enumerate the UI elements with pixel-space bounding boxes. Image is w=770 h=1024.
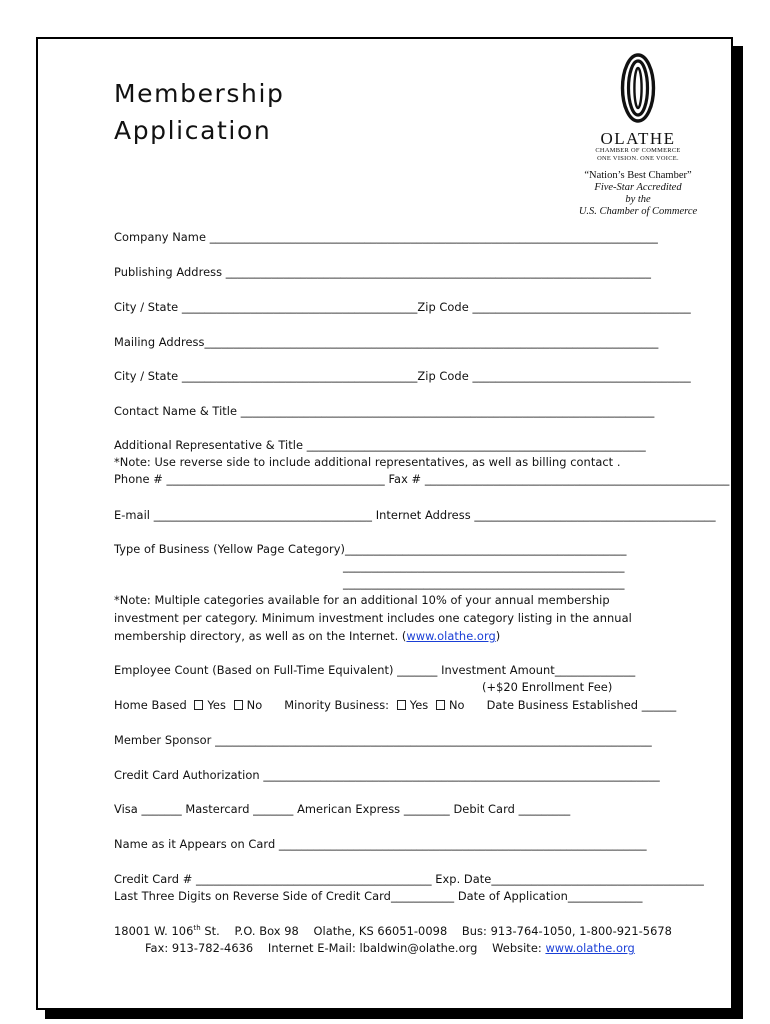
date-established-label: Date Business Established [486,698,639,712]
city-state-field-1[interactable]: _________________________________________ [181,300,418,314]
business-type-field-1[interactable]: _________________________________________________ [344,542,627,556]
visa-field[interactable]: _______ [141,802,182,816]
home-based-yes-label: Yes [207,698,226,712]
employee-count-label: Employee Count (Based on Full-Time Equivalent) [114,663,394,677]
business-type-row-3 [343,576,625,591]
cc-number-label: Credit Card # [114,872,193,886]
footer-contact [145,941,635,956]
home-minority-row [114,698,676,713]
footer-address-sup: th [193,924,201,932]
name-on-card-row [114,837,647,852]
card-types-row [114,802,570,817]
email-internet-row [114,508,716,523]
zip-code-label-2: Zip Code [417,369,469,383]
home-based-no-label: No [246,698,263,712]
footer-address [114,924,672,939]
mastercard-label: Mastercard [185,802,250,816]
city-state-field-2[interactable]: _________________________________________ [181,369,418,383]
member-sponsor-field[interactable]: ____________________________________________________________________________ [215,733,652,747]
amex-field[interactable]: ________ [403,802,450,816]
investment-amount-field[interactable]: ______________ [554,663,636,677]
exp-date-label: Exp. Date [435,872,492,886]
company-name-field[interactable]: ______________________________________________________________________________ [209,230,658,244]
zip-code-field-2[interactable]: ______________________________________ [472,369,691,383]
last-three-label: Last Three Digits on Reverse Side of Credit Card [114,889,391,903]
categories-note-line-2: investment per category. Minimum investment includes one category listing in the annual [114,611,632,625]
debit-field[interactable]: _________ [518,802,571,816]
additional-rep-note: *Note: Use reverse side to include additional representatives, as well as billing contact . [114,455,621,469]
olathe-wordmark: OLATHE [600,129,676,148]
amex-label: American Express [297,802,401,816]
mailing-address-row [114,335,658,350]
mailing-address-label: Mailing Address [114,335,205,349]
contact-name-field[interactable]: ________________________________________________________________________ [240,404,655,418]
footer-website-link[interactable]: www.olathe.org [545,941,635,955]
title-line-1: Membership [114,79,285,108]
city-state-row-1 [114,300,691,315]
date-of-application-field[interactable]: _____________ [567,889,643,903]
minority-no-checkbox[interactable] [436,700,445,710]
application-page [36,37,733,1010]
categories-note-line-3 [114,629,500,644]
city-state-row-2 [114,369,691,384]
city-state-label-1: City / State [114,300,179,314]
member-sponsor-label: Member Sponsor [114,733,212,747]
enrollment-fee-note: (+$20 Enrollment Fee) [482,680,613,694]
company-name-label: Company Name [114,230,207,244]
email-label: E-mail [114,508,151,522]
olathe-oval-mark-icon [620,52,656,124]
publishing-address-field[interactable]: __________________________________________________________________________ [225,265,651,279]
business-type-row-2 [343,559,625,574]
business-type-label: Type of Business (Yellow Page Category) [114,542,345,556]
internet-address-field[interactable]: __________________________________________ [474,508,716,522]
accolade-five-star: Five-Star Accredited [594,182,682,193]
phone-fax-row [114,472,729,487]
categories-note-line-3-close: ) [495,629,501,643]
accolade-nations-best: “Nation’s Best Chamber” [584,170,692,181]
home-based-label: Home Based [114,698,187,712]
name-on-card-label: Name as it Appears on Card [114,837,276,851]
cc-number-row [114,872,704,887]
categories-note-line-1: *Note: Multiple categories available for an additional 10% of your annual membership [114,593,610,607]
minority-yes-label: Yes [409,698,429,712]
logo-tagline-1: CHAMBER OF COMMERCE [595,147,681,154]
employee-count-field[interactable]: _______ [397,663,438,677]
footer-address-street: 18001 W. 106 [114,924,194,938]
footer-fax-email: Fax: 913-782-4636 Internet E-Mail: lbaldwin@olathe.org Website: [145,941,546,955]
minority-business-label: Minority Business: [284,698,390,712]
title-line-2: Application [114,116,272,145]
exp-date-field[interactable]: _____________________________________ [491,872,704,886]
fax-label: Fax # [388,472,422,486]
cc-authorization-field[interactable]: _____________________________________________________________________ [263,768,660,782]
additional-rep-label: Additional Representative & Title [114,438,304,452]
olathe-website-link[interactable]: www.olathe.org [406,629,496,643]
home-based-no-checkbox[interactable] [234,700,243,710]
footer-address-rest: St. P.O. Box 98 Olathe, KS 66051-0098 Bus: 913-764-1050, 1-800-921-5678 [200,924,672,938]
logo-tagline-2: ONE VISION. ONE VOICE. [597,155,679,162]
internet-address-label: Internet Address [375,508,471,522]
city-state-label-2: City / State [114,369,179,383]
date-of-application-label: Date of Application [457,889,568,903]
last-three-field[interactable]: ___________ [390,889,455,903]
publishing-address-row [114,265,651,280]
email-field[interactable]: ______________________________________ [153,508,373,522]
visa-label: Visa [114,802,138,816]
minority-no-label: No [448,698,465,712]
business-type-field-3[interactable]: _________________________________________________ [343,576,625,590]
zip-code-label-1: Zip Code [417,300,469,314]
contact-name-row [114,404,654,419]
cc-number-field[interactable]: _________________________________________ [196,872,432,886]
member-sponsor-row [114,733,652,748]
contact-name-label: Contact Name & Title [114,404,238,418]
debit-label: Debit Card [453,802,515,816]
phone-field[interactable]: ______________________________________ [166,472,385,486]
fax-field[interactable]: _____________________________________________________ [424,472,730,486]
investment-amount-label: Investment Amount [441,663,555,677]
accolade-us-chamber: U.S. Chamber of Commerce [578,206,698,217]
employee-count-row [114,663,635,678]
business-type-field-2[interactable]: _________________________________________________ [343,559,625,573]
publishing-address-label: Publishing Address [114,265,223,279]
mastercard-field[interactable]: _______ [253,802,294,816]
company-name-row [114,230,658,245]
mailing-address-field[interactable]: _______________________________________________________________________________ [204,335,659,349]
additional-rep-field[interactable]: ___________________________________________________________ [306,438,646,452]
home-based-yes-checkbox[interactable] [194,700,203,710]
accolade-by-the: by the [625,194,651,205]
last-three-row [114,889,643,904]
additional-rep-row [114,438,646,453]
cc-authorization-row [114,768,660,783]
date-established-field[interactable]: ______ [641,698,677,712]
minority-yes-checkbox[interactable] [397,700,406,710]
name-on-card-field[interactable]: ________________________________________________________________ [278,837,647,851]
phone-label: Phone # [114,472,163,486]
categories-note-line-3-text: membership directory, as well as on the Internet. ( [114,629,407,643]
business-type-row [114,542,627,557]
zip-code-field-1[interactable]: ______________________________________ [472,300,691,314]
cc-authorization-label: Credit Card Authorization [114,768,260,782]
